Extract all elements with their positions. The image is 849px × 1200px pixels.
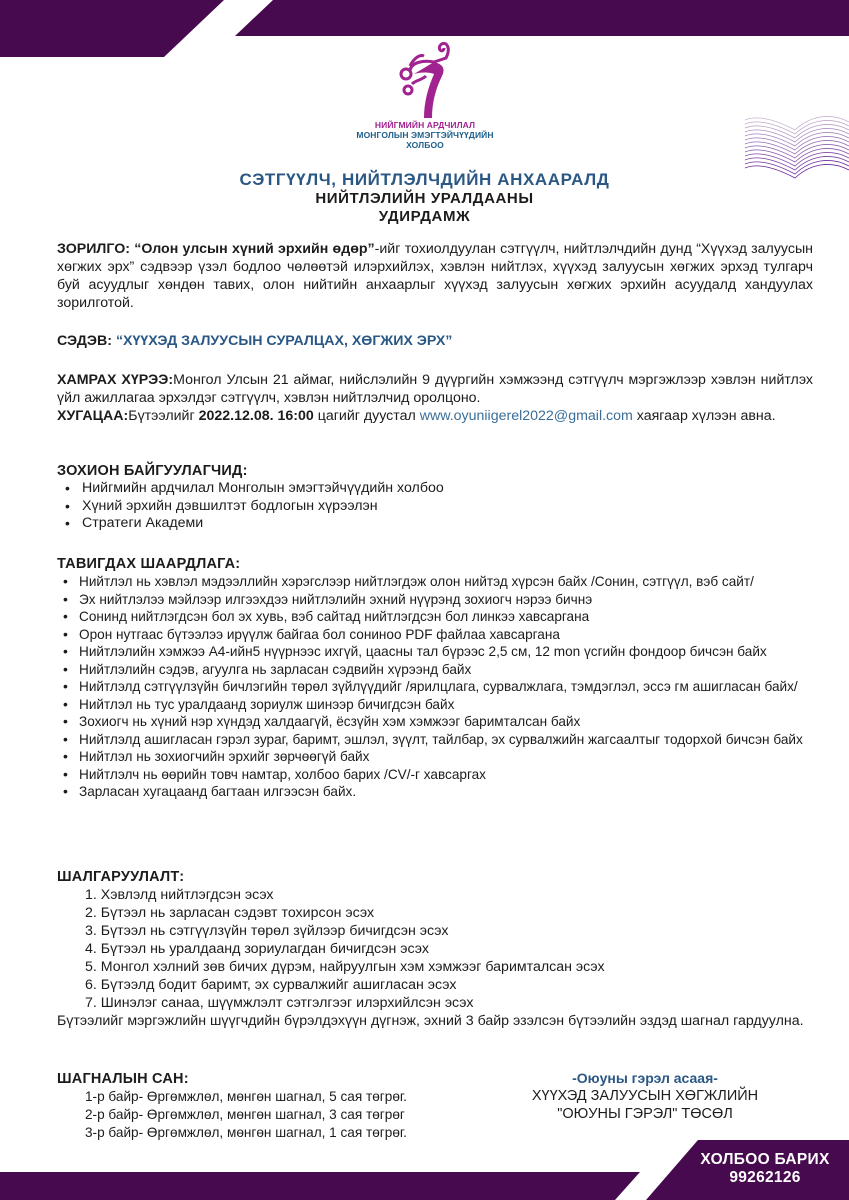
project-slogan [490, 1070, 800, 1123]
goal-text: -ийг тохиолдуулан сэтгүүлч, нийтлэлчдийн дунд “Хүүхэд залуусын хөгжих эрх” сэдвээр үзэл бодлоо чөлөөтэй илэрхийлэх, хэвлэн нийтлэх, хүүхэд залуусын хөгжих эрхэд тулгарч буй асуудлыг хөндөн тавих, олон нийтийн анхаарлыг хүүхэд залуусын хөгжих эрхийн асуудалд хандуулах зорилготой. [57, 241, 813, 311]
slogan-project-line1: ХҮҮХЭД ЗАЛУУСЫН ХӨГЖЛИЙН [531, 1088, 759, 1104]
deadline-datetime: 2022.12.08. 16:00 [198, 408, 314, 424]
logo-text-line2: МОНГОЛЫН ЭМЭГТЭЙЧҮҮДИЙН [356, 130, 494, 140]
organizers-list [57, 480, 813, 533]
list-item: 4. Бүтээл нь уралдаанд зориулагдан бичигдсэн эсэх [85, 941, 429, 957]
selection-heading: ШАЛГАРУУЛАЛТ: [57, 869, 185, 885]
scope-text: Монгол Улсын 21 аймаг, нийслэлийн 9 дүүргийн хэмжээнд сэтгүүлч мэргэжлээр хэвлэн нийтлэх үйл ажиллагаа эрхэлдэг сэтгүүлч, хэвлэн нийтлэлчид оролцоно. [57, 372, 814, 406]
list-item: 1. Хэвлэлд нийтлэгдсэн эсэх [85, 887, 274, 903]
deadline-text-before: Бүтээлийг [128, 408, 199, 424]
list-item: • Эх нийтлэлээ мэйлээр илгээхдээ нийтлэлийн эхний нүүрэнд зохиогч нэрээ бичнэ [57, 591, 813, 609]
header-band-right [235, 0, 849, 36]
requirements-section [57, 555, 813, 801]
list-item: • Нийгмийн ардчилал Монголын эмэгтэйчүүдийн холбоо [57, 480, 813, 498]
goal-label: ЗОРИЛГО: [57, 241, 130, 257]
logo-text-line3: ХОЛБОО [406, 140, 444, 150]
contact-block [690, 1151, 840, 1187]
logo-text-line1: НИЙГМИЙН АРДЧИЛАЛ [374, 120, 476, 130]
document-title-block [0, 170, 849, 226]
deadline-text-after: хаягаар хүлээн авна. [632, 408, 776, 424]
organizers-heading: ЗОХИОН БАЙГУУЛАГЧИД: [57, 463, 248, 479]
requirements-list [57, 573, 813, 801]
footer-band-left [0, 1172, 640, 1200]
list-item: 6. Бүтээлд бодит баримт, эх сурвалжийг ашигласан эсэх [85, 977, 457, 993]
list-item: • Нийтлэл нь тус уралдаанд зориулж шинээр бичигдсэн байх [57, 696, 813, 714]
deadline-label: ХУГАЦАА: [57, 408, 129, 424]
list-item: • Нийтлэлд ашигласан гэрэл зураг, баримт, эшлэл, зүүлт, тайлбар, эх сурвалжийн жагсаалтыг тодорхой бичсэн байх [57, 731, 813, 749]
selection-note: Бүтээлийг мэргэжлийн шүүгчдийн бүрэлдэхүүн дүгнэж, эхний 3 байр эзэлсэн бүтээлийн эздэд шагнал гардуулна. [57, 1013, 804, 1029]
list-item: 2. Бүтээл нь зарласан сэдэвт тохирсон эсэх [85, 905, 375, 921]
list-item: • Нийтлэл нь зохиогчийн эрхийг зөрчөөгүй байх [57, 748, 813, 766]
deadline-text-middle: цагийг дуустал [313, 408, 420, 424]
list-item: • Нийтлэлийн хэмжээ А4-ийн5 нүүрнээс ихгүй, цаасны тал бүрээс 2,5 см, 12 mon үсгийн фондоор бичсэн байх [57, 643, 813, 661]
page-title: СЭТГҮҮЛЧ, НИЙТЛЭЛЧДИЙН АНХААРАЛД [239, 170, 610, 189]
list-item: • Нийтлэлд сэтгүүлзүйн бичлэгийн төрөл зүйлүүдийг /ярилцлага, сурвалжлага, тэмдэглэл, эссэ гм ашигласан байх/ [57, 678, 813, 696]
list-item: • Зарласан хугацаанд багтаан илгээсэн байх. [57, 783, 813, 801]
page-subtitle-line1: НИЙТЛЭЛИЙН УРАЛДААНЫ [315, 190, 534, 207]
selection-criteria-list [57, 886, 813, 1012]
list-item: • Нийтлэлийн сэдэв, агуулга нь зарласан сэдвийн хүрээнд байх [57, 661, 813, 679]
list-item: 7. Шинэлэг санаа, шүүмжлэлт сэтгэлгээг илэрхийлсэн эсэх [85, 995, 474, 1011]
list-item: 1-р байр- Өргөмжлөл, мөнгөн шагнал, 5 сая төгрөг. [85, 1089, 407, 1104]
page-subtitle-line2: УДИРДАМЖ [378, 208, 471, 225]
topic-section [57, 332, 813, 350]
list-item: • Сонинд нийтлэгдсэн бол эх хувь, вэб сайтад нийтлэгдсэн бол линкээ хавсаргана [57, 608, 813, 626]
prizes-heading: ШАГНАЛЫН САН: [57, 1071, 189, 1087]
contact-phone[interactable]: 99262126 [729, 1169, 801, 1186]
deadline-section [57, 407, 813, 425]
list-item: 2-р байр- Өргөмжлөл, мөнгөн шагнал, 3 сая төгрөг [85, 1107, 405, 1122]
contact-label: ХОЛБОО БАРИХ [700, 1151, 830, 1168]
list-item: 3. Бүтээл нь сэтгүүлзүйн төрөл зүйлээр бичигдсэн эсэх [85, 923, 449, 939]
list-item: • Нийтлэл нь хэвлэл мэдээллийн хэрэгслээр нийтлэгдэж олон нийтэд хүрсэн байх /Сонин, сэтгүүл, вэб сайт/ [57, 573, 813, 591]
goal-quote: “Олон улсын хүний эрхийн өдөр” [134, 241, 375, 257]
slogan-project-line2: "ОЮУНЫ ГЭРЭЛ" ТӨСӨЛ [557, 1106, 733, 1122]
goal-section [57, 240, 813, 312]
requirements-heading: ТАВИГДАХ ШААРДЛАГА: [57, 556, 241, 572]
organization-logo [340, 40, 510, 150]
prizes-list [57, 1088, 477, 1142]
list-item: • Хүний эрхийн дэвшилтэт бодлогын хүрээлэн [57, 498, 813, 516]
stylized-seven-woman-icon [390, 40, 460, 120]
list-item: • Нийтлэлч нь өөрийн товч намтар, холбоо барих /CV/-г хавсаргах [57, 766, 813, 784]
selection-section [57, 868, 813, 1030]
list-item: 5. Монгол хэлний зөв бичих дүрэм, найруулгын хэм хэмжээг баримталсан эсэх [85, 959, 605, 975]
scope-section [57, 371, 813, 407]
topic-label: СЭДЭВ: [57, 333, 112, 349]
header-band-left [0, 0, 225, 57]
list-item: • Стратеги Академи [57, 515, 813, 533]
list-item: 3-р байр- Өргөмжлөл, мөнгөн шагнал, 1 сая төгрөг. [85, 1125, 407, 1140]
list-item: • Зохиогч нь хүний нэр хүндэд халдаагүй, ёсзүйн хэм хэмжээг баримталсан байх [57, 713, 813, 731]
organizers-section [57, 462, 813, 533]
list-item: • Орон нутгаас бүтээлээ ирүүлж байгаа бол сониноо PDF файлаа хавсаргана [57, 626, 813, 644]
submission-email-link[interactable]: www.oyuniigerel2022@gmail.com [419, 408, 633, 424]
topic-value: “ХҮҮХЭД ЗАЛУУСЫН СУРАЛЦАХ, ХӨГЖИХ ЭРХ” [115, 333, 453, 349]
scope-label: ХАМРАХ ХҮРЭЭ: [57, 372, 174, 388]
prizes-section [57, 1070, 477, 1142]
slogan-tagline: -Оюуны гэрэл асаая- [572, 1070, 718, 1086]
